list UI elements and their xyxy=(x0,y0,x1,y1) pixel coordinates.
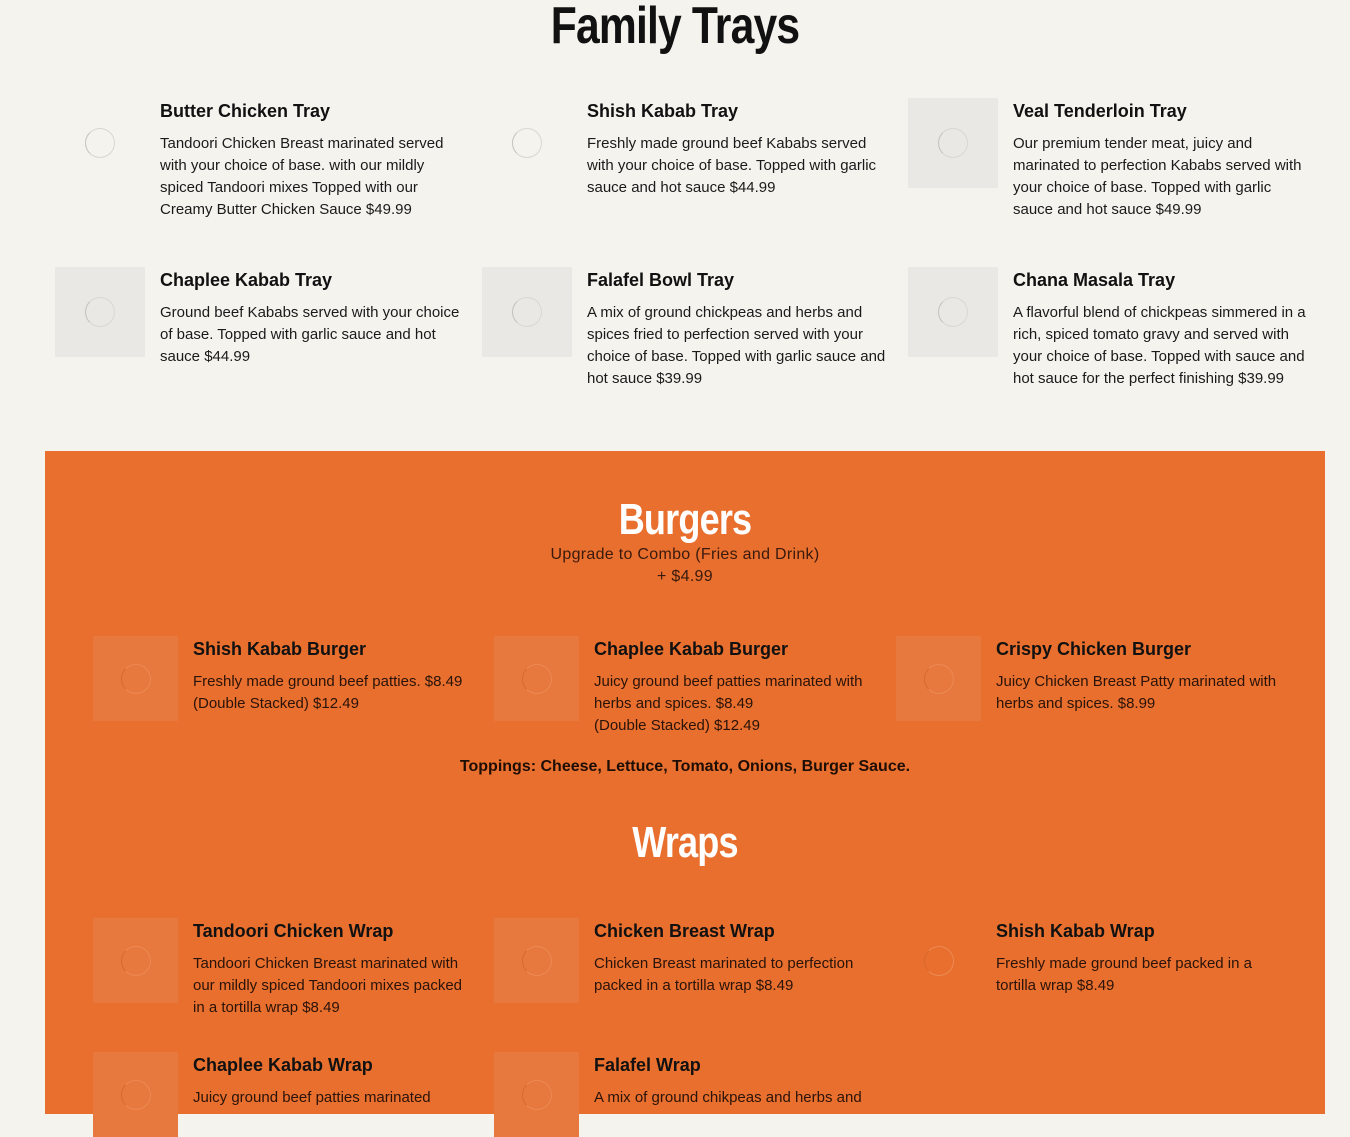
item-image-loading xyxy=(482,98,572,188)
item-description: Our premium tender meat, juicy and marinated to perfection Kababs served with your choice of base. Topped with garlic sauce and hot sauce $49.99 xyxy=(1013,135,1302,218)
item-name: Tandoori Chicken Wrap xyxy=(193,921,394,941)
item-image-loading xyxy=(93,918,178,1003)
item-image-loading xyxy=(908,98,998,188)
family-trays-section xyxy=(0,0,1350,451)
burgers-title: Burgers xyxy=(618,495,752,544)
item-description: Tandoori Chicken Breast marinated served with your choice of base. with our mildly spiced Tandoori mixes Topped with our Creamy Butter Chicken Sauce $49.99 xyxy=(160,135,444,218)
loading-spinner-icon xyxy=(85,128,115,158)
loading-spinner-icon xyxy=(938,297,968,327)
item-description: A mix of ground chickpeas and herbs and spices fried to perfection served with your choice of base. Topped with garlic sauce and hot sauce $39.99 xyxy=(587,304,886,387)
item-name: Chana Masala Tray xyxy=(1013,270,1176,290)
item-name: Chicken Breast Wrap xyxy=(594,921,775,941)
item-price-double: (Double Stacked) $12.49 xyxy=(193,695,359,712)
item-name: Veal Tenderloin Tray xyxy=(1013,101,1187,121)
item-description: A mix of ground chikpeas and herbs and xyxy=(594,1089,862,1106)
item-image-loading xyxy=(908,267,998,357)
item-image-loading xyxy=(494,1052,579,1137)
loading-spinner-icon xyxy=(938,128,968,158)
item-name: Chaplee Kabab Wrap xyxy=(193,1055,373,1075)
item-image-loading xyxy=(55,267,145,357)
item-description: A flavorful blend of chickpeas simmered in a rich, spiced tomato gravy and served with your choice of base. Topped with sauce and hot sauce for the perfect finishing $39.99 xyxy=(1013,304,1306,387)
item-name: Crispy Chicken Burger xyxy=(996,639,1192,659)
loading-spinner-icon xyxy=(512,297,542,327)
item-description: Freshly made ground beef Kababs served with your choice of base. Topped with garlic sauce and hot sauce $44.99 xyxy=(587,135,877,196)
burger-toppings-note: Toppings: Cheese, Lettuce, Tomato, Onions, Burger Sauce. xyxy=(459,758,911,775)
item-description: Juicy ground beef patties marinated xyxy=(193,1089,431,1106)
loading-spinner-icon xyxy=(522,1080,552,1110)
item-image-loading xyxy=(55,98,145,188)
item-image-loading xyxy=(482,267,572,357)
loading-spinner-icon xyxy=(924,664,954,694)
loading-spinner-icon xyxy=(522,946,552,976)
item-image-loading xyxy=(494,636,579,721)
combo-upgrade-text: Upgrade to Combo (Fries and Drink) xyxy=(550,546,820,563)
loading-spinner-icon xyxy=(85,297,115,327)
item-price-single: Juicy Chicken Breast Patty marinated with herbs and spices. $8.99 xyxy=(996,673,1277,712)
loading-spinner-icon xyxy=(522,664,552,694)
item-name: Shish Kabab Tray xyxy=(587,101,739,121)
item-image-loading xyxy=(896,636,981,721)
item-description: Ground beef Kababs served with your choice of base. Topped with garlic sauce and hot sauce $44.99 xyxy=(160,304,460,365)
item-name: Butter Chicken Tray xyxy=(160,101,331,121)
loading-spinner-icon xyxy=(924,946,954,976)
item-name: Falafel Bowl Tray xyxy=(587,270,735,290)
item-description: Tandoori Chicken Breast marinated with our mildly spiced Tandoori mixes packed in a tortilla wrap $8.49 xyxy=(193,955,463,1016)
item-image-loading xyxy=(93,636,178,721)
item-description: Chicken Breast marinated to perfection packed in a tortilla wrap $8.49 xyxy=(594,955,854,994)
item-price-single: Freshly made ground beef patties. $8.49 xyxy=(193,673,463,690)
item-name: Chaplee Kabab Burger xyxy=(594,639,789,659)
item-description xyxy=(996,671,1286,715)
item-image-loading xyxy=(896,918,981,1003)
item-description xyxy=(193,671,473,715)
burgers-wraps-section xyxy=(45,451,1325,1114)
family-trays-title: Family Trays xyxy=(550,0,800,55)
item-name: Shish Kabab Burger xyxy=(193,639,367,659)
loading-spinner-icon xyxy=(121,664,151,694)
wraps-title: Wraps xyxy=(632,818,738,867)
loading-spinner-icon xyxy=(121,1080,151,1110)
loading-spinner-icon xyxy=(512,128,542,158)
loading-spinner-icon xyxy=(121,946,151,976)
item-name: Falafel Wrap xyxy=(594,1055,701,1075)
item-name: Shish Kabab Wrap xyxy=(996,921,1155,941)
item-description xyxy=(594,671,874,737)
item-description: Freshly made ground beef packed in a tortilla wrap $8.49 xyxy=(996,955,1252,994)
item-image-loading xyxy=(494,918,579,1003)
item-price-double: (Double Stacked) $12.49 xyxy=(594,717,760,734)
item-price-single: Juicy ground beef patties marinated with herbs and spices. $8.49 xyxy=(594,673,863,712)
combo-upgrade-price: + $4.99 xyxy=(657,568,713,585)
item-name: Chaplee Kabab Tray xyxy=(160,270,333,290)
item-image-loading xyxy=(93,1052,178,1137)
